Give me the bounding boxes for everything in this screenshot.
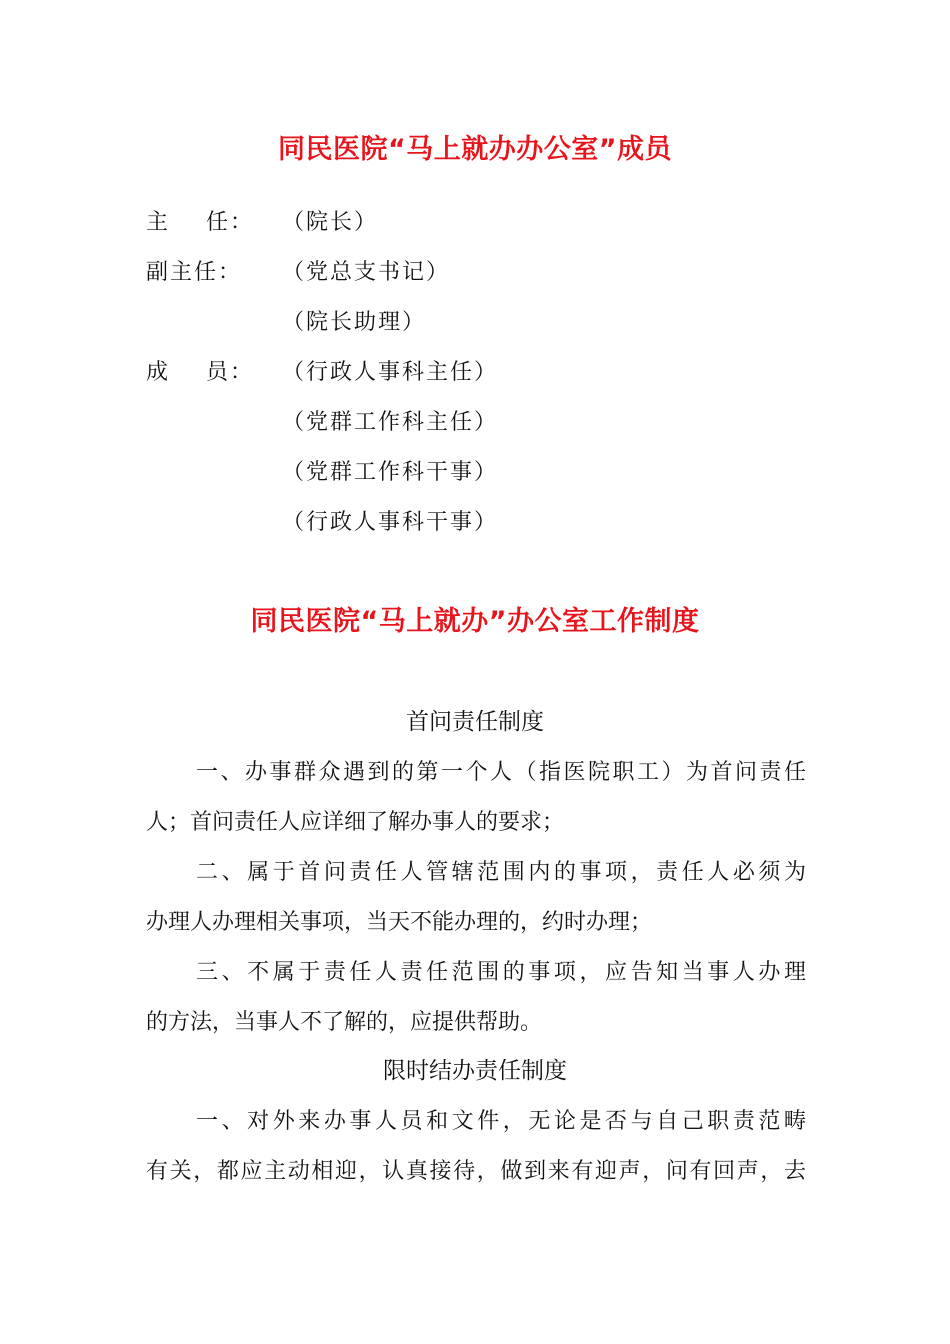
section-heading-time-limit: 限时结办责任制度 xyxy=(383,1058,567,1084)
member-label: 成 员： xyxy=(146,360,254,385)
member-name: （党群工作科干事） xyxy=(282,460,499,485)
paragraph-line: 一、办事群众遇到的第一个人（指医院职工）为首问责任 xyxy=(196,760,806,785)
paragraph-line: 三、不属于责任人责任范围的事项，应告知当事人办理 xyxy=(196,960,806,985)
paragraph-line: 的方法，当事人不了解的，应提供帮助。 xyxy=(146,1010,543,1035)
section-heading-first-inquiry: 首问责任制度 xyxy=(406,709,544,735)
member-label: 主 任： xyxy=(146,210,254,235)
member-name: （院长） xyxy=(282,210,379,235)
paragraph-line: 一、对外来办事人员和文件，无论是否与自己职责范畴 xyxy=(196,1109,806,1134)
paragraph-line: 办理人办理相关事项，当天不能办理的，约时办理； xyxy=(146,910,653,935)
member-name: （党总支书记） xyxy=(282,260,451,285)
member-name: （行政人事科干事） xyxy=(282,510,499,535)
member-name: （行政人事科主任） xyxy=(282,360,499,385)
member-label: 副主任： xyxy=(146,260,243,285)
member-name: （院长助理） xyxy=(282,310,427,335)
system-title: 同民医院“马上就办”办公室工作制度 xyxy=(250,606,700,637)
paragraph-line: 有关，都应主动相迎，认真接待，做到来有迎声，问有回声，去 xyxy=(146,1159,806,1184)
paragraph-line: 二、属于首问责任人管辖范围内的事项，责任人必须为 xyxy=(196,860,806,885)
paragraph-line: 人；首问责任人应详细了解办事人的要求； xyxy=(146,810,565,835)
member-name: （党群工作科主任） xyxy=(282,410,499,435)
members-title: 同民医院“马上就办办公室”成员 xyxy=(278,134,672,165)
